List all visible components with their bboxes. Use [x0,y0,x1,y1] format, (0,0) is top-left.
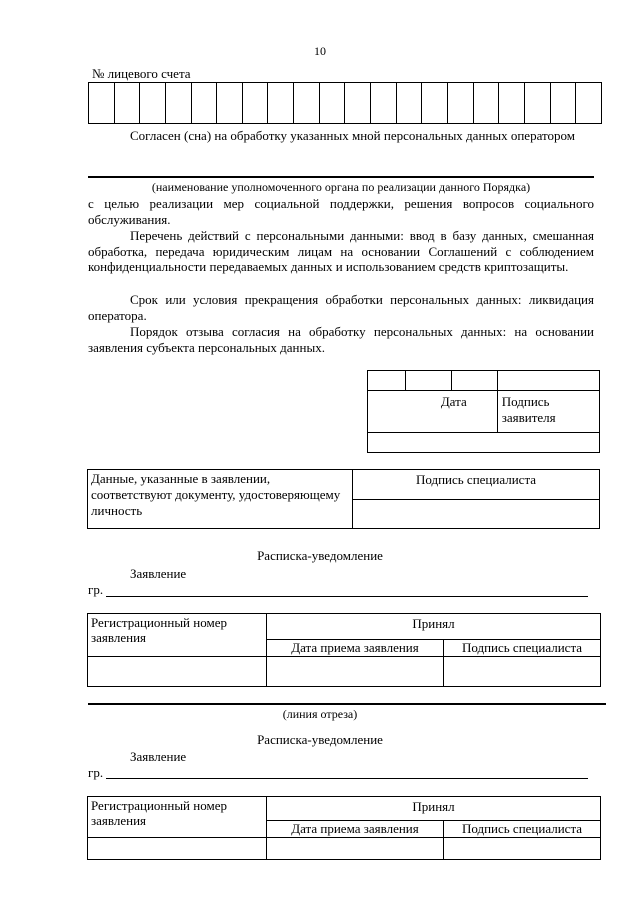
receipt-table [87,796,601,860]
cut-line [88,703,606,705]
account-cell[interactable] [371,83,397,124]
date-year-cell[interactable] [451,371,497,391]
citizen-prefix: гр. [88,582,104,597]
account-cell[interactable] [396,83,422,124]
verification-text: Данные, указанные в заявлении, соответствуют документу, удостоверяющему личность [88,470,353,529]
date-day-cell[interactable] [368,371,406,391]
cut-line-label: (линия отреза) [282,707,358,721]
account-cell[interactable] [319,83,345,124]
account-cell[interactable] [191,83,217,124]
statement-label: Заявление [130,749,187,764]
account-cell[interactable] [345,83,371,124]
term-text: Срок или условия прекращения обработки персональных данных: ликвидация оператора. [88,292,594,323]
specialist-signature-label: Подпись специалиста [444,821,601,838]
specialist-signature-label: Подпись специалиста [444,640,601,657]
account-cell[interactable] [140,83,166,124]
account-cell[interactable] [524,83,550,124]
account-cell[interactable] [217,83,243,124]
purpose-text: с целью реализации мер социальной поддержки, решения вопросов социального обслуживания. [88,196,594,227]
account-number-grid[interactable] [88,82,602,124]
account-cell[interactable] [165,83,191,124]
date-month-cell[interactable] [406,371,452,391]
reg-number-field[interactable] [88,657,267,687]
applicant-signature-field[interactable] [368,433,600,453]
citizen-name-line[interactable] [106,596,588,597]
reg-number-label: Регистрационный номер заявления [88,614,267,657]
reception-date-label: Дата приема заявления [267,821,444,838]
specialist-signature-field[interactable] [353,500,600,529]
account-cell[interactable] [268,83,294,124]
signature-box-cell[interactable] [497,371,599,391]
revoke-text: Порядок отзыва согласия на обработку персональных данных: на основании заявления субъекта персональных данных. [88,324,594,355]
receipt-title: Расписка-уведомление [257,548,383,563]
reception-date-field[interactable] [267,657,444,687]
actions-text: Перечень действий с персональными данными: ввод в базу данных, смешанная обработка, передача юридическим лицам на основании Соглашений с соблюдением конфиденциальности передаваемых данных и использованием средств криптозащиты. [88,228,594,274]
applicant-signature-label: Подпись заявителя [497,391,599,433]
account-cell[interactable] [550,83,576,124]
consent-line: Согласен (сна) на обработку указанных мной персональных данных оператором [130,128,575,143]
account-cell[interactable] [242,83,268,124]
verification-table [87,469,600,529]
applicant-sign-table [367,370,600,453]
statement-label: Заявление [130,566,187,581]
account-cell[interactable] [576,83,602,124]
account-cell[interactable] [114,83,140,124]
reg-number-label: Регистрационный номер заявления [88,797,267,838]
specialist-signature-label: Подпись специалиста [353,470,600,500]
reception-date-field[interactable] [267,838,444,860]
operator-name-line[interactable] [88,176,594,178]
account-label: № лицевого счета [92,66,191,81]
citizen-name-line[interactable] [106,778,588,779]
date-label: Дата [368,391,498,433]
account-cell[interactable] [473,83,499,124]
specialist-signature-field[interactable] [444,657,601,687]
reg-number-field[interactable] [88,838,267,860]
operator-caption: (наименование уполномоченного органа по реализации данного Порядка) [151,180,531,194]
receipt-title: Расписка-уведомление [257,732,383,747]
page-number: 10 [314,44,326,58]
account-cell[interactable] [294,83,320,124]
account-cell[interactable] [447,83,473,124]
account-cell[interactable] [499,83,525,124]
account-cell[interactable] [89,83,115,124]
reception-date-label: Дата приема заявления [267,640,444,657]
receipt-table [87,613,601,687]
citizen-prefix: гр. [88,765,104,780]
specialist-signature-field[interactable] [444,838,601,860]
accepted-label: Принял [267,614,601,640]
accepted-label: Принял [267,797,601,821]
account-cell[interactable] [422,83,448,124]
